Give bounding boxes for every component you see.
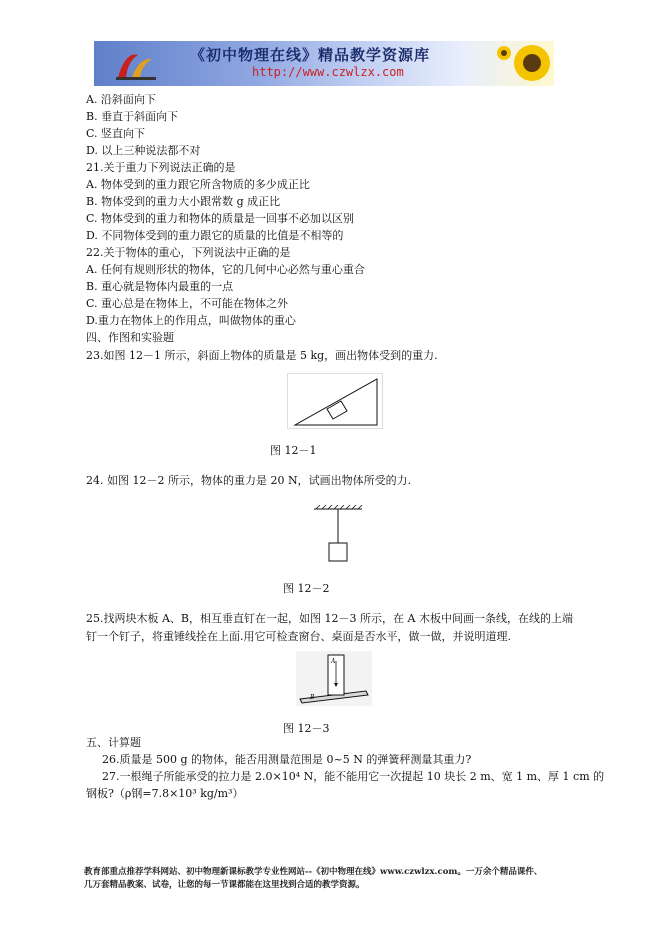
boards-figure [296,651,372,706]
option-b: B. 垂直于斜面向下 [86,110,179,123]
q22-option-b: B. 重心就是物体内最重的一点 [86,280,234,293]
figure-12-1-caption: 图 12－1 [270,444,317,457]
sunflower-icon [484,41,554,86]
question-25-line2: 钉一个钉子，将重锤线拴在上面.用它可检查窗台、桌面是否水平，做一做，并说明道理. [86,630,511,643]
option-a: A. 沿斜面向下 [86,93,156,106]
section-4-heading: 四、作图和实验题 [86,331,174,344]
footer-line1: 教育部重点推荐学科网站、初中物理新课标教学专业性网站--《初中物理在线》www.czwlzx.com。一万余个精品课件、 [84,867,543,877]
section-5-heading: 五、计算题 [86,736,141,749]
question-24: 24. 如图 12－2 所示，物体的重力是 20 N，试画出物体所受的力. [86,474,412,487]
question-21: 21.关于重力下列说法正确的是 [86,161,236,174]
figure-12-3-caption: 图 12－3 [283,722,330,735]
banner-url[interactable]: http://www.czwlzx.com [252,65,404,79]
q21-option-d: D. 不同物体受到的重力跟它的质量的比值是不相等的 [86,229,344,242]
option-d: D. 以上三种说法都不对 [86,144,201,157]
q21-option-b: B. 物体受到的重力大小跟常数 g 成正比 [86,195,281,208]
q22-option-d: D.重力在物体上的作用点，叫做物体的重心 [86,314,296,327]
figure-12-2-caption: 图 12－2 [283,582,330,595]
banner-title: 《初中物理在线》精品教学资源库 [190,46,431,64]
board-a-label: A [331,658,336,665]
question-22: 22.关于物体的重心，下列说法中正确的是 [86,246,291,259]
option-c: C. 竖直向下 [86,127,146,140]
question-25-line1: 25.找两块木板 A、B，相互垂直钉在一起，如图 12－3 所示，在 A 木板中间画一条线，在线的上端 [86,612,573,625]
footer-line2: 几万套精品教案、试卷，让您的每一节课都能在这里找到合适的教学资源。 [84,880,365,890]
incline-figure [287,373,383,429]
q21-option-c: C. 物体受到的重力和物体的质量是一回事不必加以区别 [86,212,355,225]
site-logo-icon [112,47,162,83]
question-27-line2: 钢板?（ρ钢=7.8×10³ kg/m³） [86,787,244,800]
board-b-label: B [310,694,315,701]
question-27-line1: 27.一根绳子所能承受的拉力是 2.0×10⁴ N，能不能用它一次提起 10 块长 2 m、宽 1 m、厚 1 cm 的 [102,770,605,783]
hanging-block-figure [312,505,364,567]
header-banner [94,41,554,86]
q21-option-a: A. 物体受到的重力跟它所含物质的多少成正比 [86,178,310,191]
q22-option-c: C. 重心总是在物体上，不可能在物体之外 [86,297,289,310]
question-26: 26.质量是 500 g 的物体，能否用测量范围是 0~5 N 的弹簧秤测量其重力? [102,753,472,766]
question-23: 23.如图 12－1 所示，斜面上物体的质量是 5 kg，画出物体受到的重力. [86,349,438,362]
q22-option-a: A. 任何有规则形状的物体，它的几何中心必然与重心重合 [86,263,365,276]
